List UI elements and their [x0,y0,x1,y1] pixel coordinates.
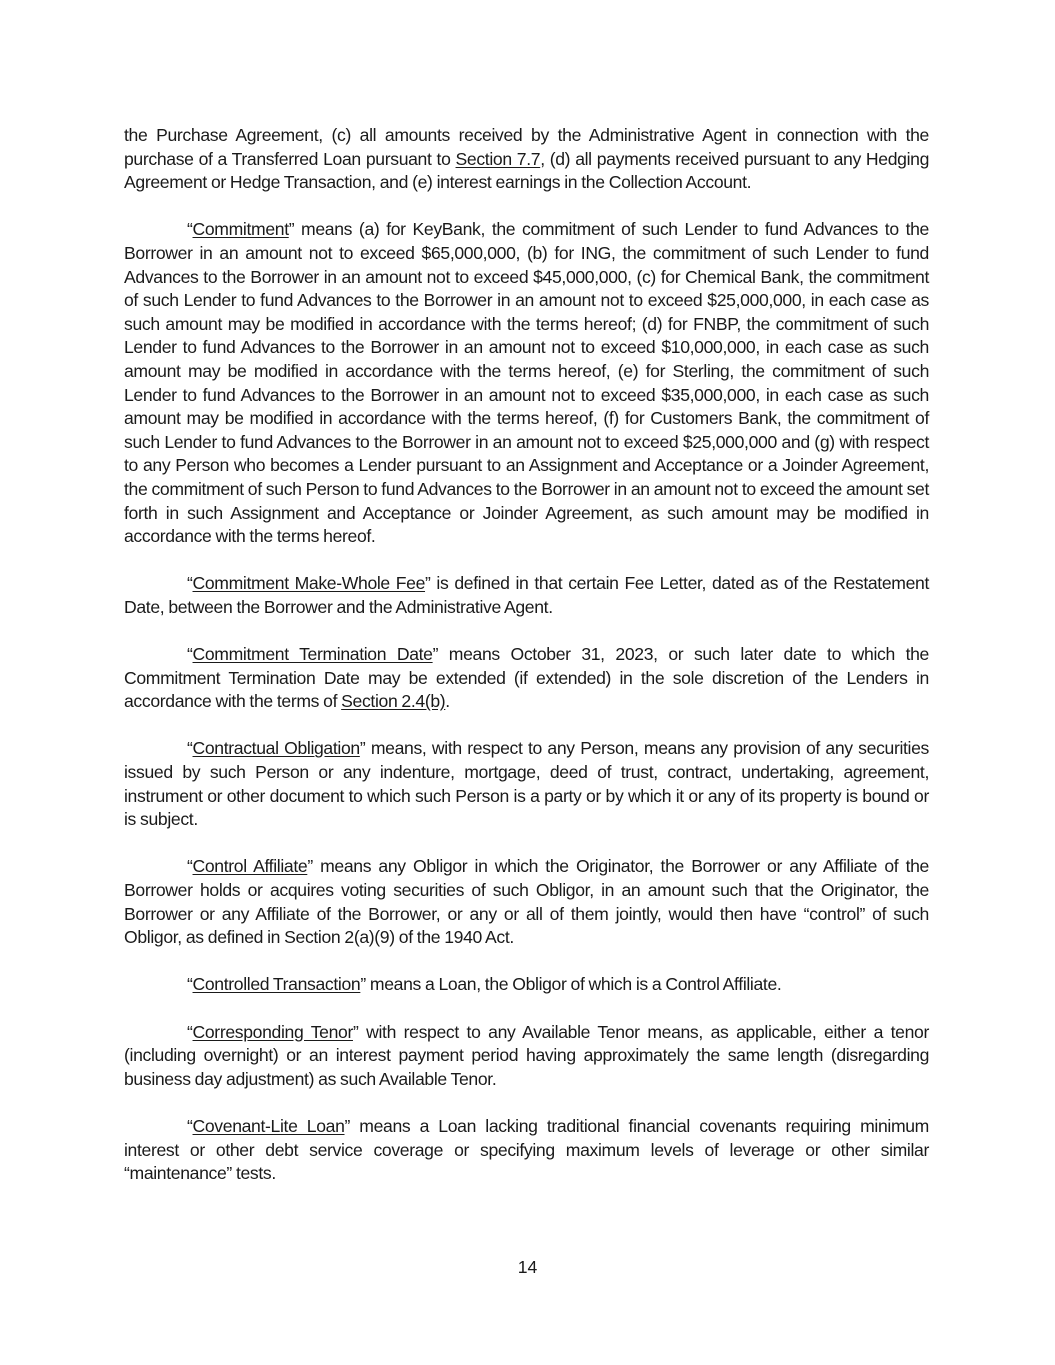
open-quote: “ [187,738,193,759]
defined-term: Commitment Termination Date [192,644,433,665]
open-quote: “ [187,573,193,594]
definition-text: ” means a Loan, the Obligor of which is a Control Affiliate. [360,974,782,995]
definition-text: ” means a Loan lacking traditional financial covenants requiring minimum interest or other debt service coverage or specifying maximum levels of leverage or other similar “maintenance” tests. [124,1115,929,1184]
definition-corresponding-tenor [124,1021,929,1092]
definition-contractual-obligation [124,737,929,831]
text-segment: . [445,691,450,712]
definition-commitment-make-whole-fee [124,572,929,619]
page-number: 14 [517,1257,538,1277]
defined-term: Commitment [192,219,289,240]
definition-text: ” with respect to any Available Tenor means, as applicable, either a tenor (including overnight) or an interest payment period having approximately the same length (disregarding business day adjustment) as such Available Tenor. [124,1021,929,1089]
text-segment: , (d) all payments received pursuant to any Hedging Agreement or Hedge Transaction, and (e) interest earnings in the Collection Account. [124,148,930,193]
open-quote: “ [187,1021,193,1042]
defined-term: Controlled Transaction [192,974,361,995]
open-quote: “ [187,1115,193,1136]
definition-commitment [124,218,929,548]
definition-commitment-termination-date [124,643,929,714]
definition-text: ” is defined in that certain Fee Letter, dated as of the Restatement Date, between the Borrower and the Administrative Agent. [124,573,929,617]
paragraph-collections-continuation [124,124,929,195]
defined-term: Corresponding Tenor [192,1021,353,1042]
open-quote: “ [187,856,193,877]
definition-text: ” means (a) for KeyBank, the commitment of such Lender to fund Advances to the Borrower in an amount not to exceed $65,000,000, (b) for ING, the commitment of such Lender to fund Advances to the Borrower in an amount not to exceed $45,000,000, (c) for Chemical Bank, the commitment of such Lender to fund Advances to the Borrower in an amount not to exceed $25,000,000, in each case as such amount may be modified in accordance with the terms hereof; (d) for FNBP, the commitment of such Lender to fund Advances to the Borrower in an amount not to exceed $10,000,000, in each case as such amount may be modified in accordance with the terms hereof, (e) for Sterling, the commitment of such Lender to fund Advances to the Borrower in an amount not to exceed $35,000,000, in each case as such amount may be modified in accordance with the terms hereof, (f) for Customers Bank, the commitment of such Lender to fund Advances to the Borrower in an amount not to exceed $25,000,000 and (g) with respect to any Person who becomes a Lender pursuant to an Assignment and Acceptance or a Joinder Agreement, the commitment of such Person to fund Advances to the Borrower in an amount not to exceed the amount set forth in such Assignment and Acceptance or Joinder Agreement, as such amount may be modified in accordance with the terms hereof. [124,219,929,547]
defined-term: Commitment Make-Whole Fee [192,573,426,594]
definition-text: ” means, with respect to any Person, means any provision of any securities issued by such Person or any indenture, mortgage, deed of trust, contract, undertaking, agreement, instrument or other document to which such Person is a party or by which it or any of its property is bound or is subject. [124,738,929,830]
definition-control-affiliate [124,855,929,949]
definition-covenant-lite-loan [124,1115,929,1186]
definition-text: ” means October 31, 2023, or such later date to which the Commitment Termination Date may be extended (if extended) in the sole discretion of the Lenders in accordance with the terms of [124,644,929,712]
open-quote: “ [187,219,193,240]
open-quote: “ [187,974,193,995]
definition-controlled-transaction [124,973,929,997]
definition-text: ” means any Obligor in which the Originator, the Borrower or any Affiliate of the Borrower holds or acquires voting securities of such Obligor, in an amount such that the Originator, the Borrower or any Affiliate of the Borrower, or any or all of them jointly, would then have “control” of such Obligor, as defined in Section 2(a)(9) of the 1940 Act. [124,856,929,948]
text-segment: the Purchase Agreement, (c) all amounts received by the Administrative Agent in connection with the purchase of a Transferred Loan pursuant to [124,125,929,169]
document-page [124,124,929,1209]
defined-term: Contractual Obligation [192,738,360,759]
open-quote: “ [187,644,193,665]
section-reference-7-7[interactable]: Section 7.7 [455,148,541,169]
defined-term: Control Affiliate [192,856,308,877]
defined-term: Covenant-Lite Loan [192,1115,345,1136]
section-reference-2-4-b[interactable]: Section 2.4(b) [341,691,446,712]
